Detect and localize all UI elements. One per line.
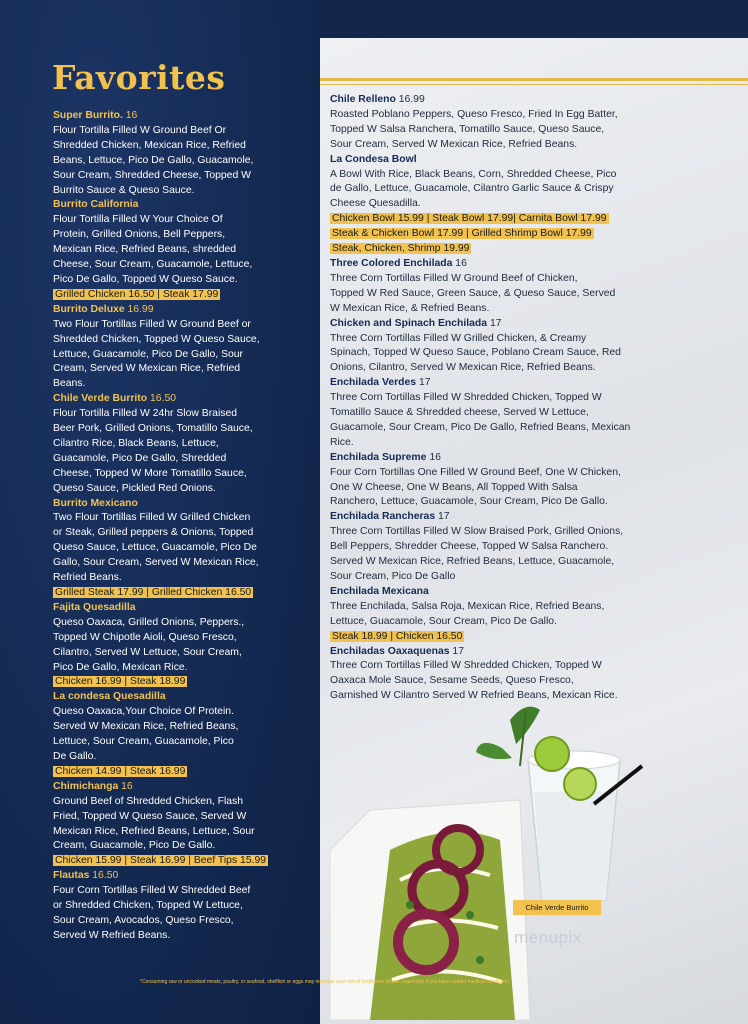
price-highlight: Chicken 16.99 | Steak 18.99	[55, 676, 186, 688]
footer-disclaimer: *Consuming raw or uncooked meats, poultry, or seafood, shellfish or eggs may increase your risk of foodborne illness, especially if you have certain medical conditions.	[140, 979, 511, 985]
photo-caption: Chile Verde Burrito	[513, 900, 601, 915]
left-menu-column	[53, 109, 315, 944]
menu-item-price: 17	[416, 377, 431, 389]
right-menu-column	[330, 93, 730, 704]
menu-item-description: Four Corn Tortillas One Filled W Ground Beef, One W Chicken, One W Cheese, One W Beans, All Topped With Salsa Ranchero, Lettuce, Guacamole, Sour Cream, Pico De Gallo.	[330, 466, 621, 508]
menu-item-name: Three Colored Enchilada	[330, 257, 453, 269]
food-photo	[330, 700, 660, 1020]
price-highlight: Steak & Chicken Bowl 17.99 | Grilled Shrimp Bowl 17.99	[332, 228, 592, 240]
price-highlight: Chicken 14.99 | Steak 16.99	[55, 765, 186, 777]
menu-item-name: Enchilada Mexicana	[330, 585, 429, 597]
menu-item-price: 16	[122, 110, 138, 121]
gold-divider-thin	[320, 84, 748, 85]
menu-item-price: 17	[449, 645, 464, 657]
menu-item	[53, 198, 315, 302]
menu-item	[53, 303, 315, 392]
menu-item-description: Queso Oaxaca, Grilled Onions, Peppers., Topped W Chipotle Aioli, Queso Fresco, Cilantro, Served W Lettuce, Sour Cream, Pico De Gallo, Mexican Rice.	[53, 616, 245, 673]
menu-item	[330, 510, 730, 585]
menu-item	[330, 257, 730, 317]
menu-item-price: 17	[487, 317, 502, 329]
price-highlight: Steak, Chicken, Shrimp 19.99	[332, 243, 470, 255]
menu-item	[330, 153, 730, 257]
menu-item-name: Super Burrito.	[53, 110, 123, 121]
menu-item-name: Fajita Quesadilla	[53, 601, 136, 613]
menu-item-description: Three Corn Tortillas Filled W Ground Beef of Chicken, Topped W Red Sauce, Green Sauce, & Queso Sauce, Served W Mexican Rice, & Refried Beans.	[330, 272, 616, 314]
menu-item	[53, 392, 315, 496]
menu-item	[53, 780, 315, 869]
menu-item-description: Three Corn Tortillas Filled W Grilled Chicken, & Creamy Spinach, Topped W Queso Sauce, Poblano Cream Sauce, Red Onions, Cilantro, Served W Mexican Rice, Refried Beans.	[330, 332, 621, 374]
menu-item-name: Chimichanga	[53, 780, 119, 792]
menu-item	[53, 690, 315, 779]
menu-item-name: Enchiladas Oaxaquenas	[330, 645, 450, 657]
menu-item-description: Three Enchilada, Salsa Roja, Mexican Rice, Refried Beans, Lettuce, Guacamole, Sour Cream, Pico De Gallo.	[330, 600, 605, 627]
menu-item-description: Flour Tortilla Filled W Your Choice Of Protein, Grilled Onions, Bell Peppers, Mexican Rice, Refried Beans, shredded Cheese, Sour Cream, Guacamole, Lettuce, Pico De Gallo, Topped W Queso Sauce.	[53, 214, 253, 285]
menu-item-description: Roasted Poblano Peppers, Queso Fresco, Fried In Egg Batter, Topped W Salsa Ranchera, Tomatillo Sauce, Queso Sauce, Sour Cream, Served W Mexican Rice, Refried Beans.	[330, 108, 618, 150]
menu-item	[330, 317, 730, 377]
menu-item-price: 16.99	[124, 303, 154, 315]
menu-item-name: Flautas	[53, 870, 90, 882]
price-highlight: Grilled Steak 17.99 | Grilled Chicken 16.50	[55, 587, 252, 598]
menu-item-name: Burrito California	[53, 199, 139, 211]
menu-item	[53, 497, 315, 601]
menu-item	[53, 109, 315, 198]
price-highlight: Chicken 15.99 | Steak 16.99 | Beef Tips 15.99	[55, 855, 267, 867]
menu-item-description: A Bowl With Rice, Black Beans, Corn, Shredded Cheese, Pico de Gallo, Lettuce, Guacamole, Cilantro Garlic Sauce & Crispy Cheese Quesadilla.	[330, 168, 617, 210]
menu-item-name: La condesa Quesadilla	[53, 691, 166, 703]
price-highlight: Chicken Bowl 15.99 | Steak Bowl 17.99| Carnita Bowl 17.99	[332, 213, 607, 225]
menu-item-name: Enchilada Rancheras	[330, 511, 436, 523]
menu-item	[330, 585, 730, 645]
menu-item-name: Chicken and Spinach Enchilada	[330, 317, 488, 329]
menu-item-description: Three Corn Tortillas Filled W Shredded Chicken, Topped W Oaxaca Mole Sauce, Sesame Seeds, Queso Fresco, Garnished W Cilantro Served W Refried Beans, Mexican Rice.	[330, 660, 618, 702]
menu-item	[330, 645, 730, 705]
price-highlight: Steak 18.99 | Chicken 16.50	[332, 630, 463, 642]
menu-item	[330, 451, 730, 511]
menu-item-name: Burrito Mexicano	[53, 497, 138, 509]
menu-item	[330, 93, 730, 153]
menu-item-description: Flour Tortilla Filled W 24hr Slow Braised Beer Pork, Grilled Onions, Tomatillo Sauce, Cilantro Rice, Black Beans, Lettuce, Guacamole, Pico De Gallo, Shredded Cheese, Topped W More Tomatillo Sauce, Queso Sauce, Pickled Red Onions.	[53, 408, 253, 494]
menu-item-price: 16	[118, 780, 133, 792]
menu-item-description: Flour Tortilla Filled W Ground Beef Or Shredded Chicken, Mexican Rice, Refried Beans, Lettuce, Pico De Gallo, Guacamole, Sour Cream, Shredded Cheese, Topped W Burrito Sauce & Queso Sauce.	[53, 124, 254, 196]
menu-item-price: 16.99	[395, 94, 425, 105]
menu-item-description: Three Corn Tortillas Filled W Shredded Chicken, Topped W Tomatillo Sauce & Shredded cheese, Served W Lettuce, Guacamole, Sour Cream, Pico De Gallo, Refried Beans, Mexican Rice.	[330, 392, 631, 448]
menu-item-name: Burrito Deluxe	[53, 303, 125, 315]
watermark: menupix	[514, 928, 582, 947]
menu-item-name: Enchilada Verdes	[330, 377, 417, 389]
menu-item-name: La Condesa Bowl	[330, 153, 417, 165]
gold-divider	[320, 78, 748, 81]
menu-item-price: 16.50	[147, 393, 177, 405]
menu-item-price: 16.50	[89, 870, 119, 882]
menu-item-description: Two Flour Tortillas Filled W Ground Beef or Shredded Chicken, Topped W Queso Sauce, Lettuce, Guacamole, Pico De Gallo, Sour Cream, Served W Mexican Rice, Refried Beans.	[53, 318, 260, 390]
burrito	[370, 828, 515, 1020]
menu-item-price: 16	[452, 257, 467, 269]
menu-item	[53, 869, 315, 944]
menu-item-description: Two Flour Tortillas Filled W Grilled Chicken or Steak, Grilled peppers & Onions, Topped Queso Sauce, Lettuce, Guacamole, Pico De Gallo, Sour Cream, Served W Mexican Rice, Refried Beans.	[53, 512, 259, 584]
menu-item	[53, 601, 315, 690]
menu-item-description: Four Corn Tortillas Filled W Shredded Beef or Shredded Chicken, Topped W Lettuce, Sour Cream, Avocados, Queso Fresco, Served W Refried Beans.	[53, 885, 251, 941]
menu-item-name: Enchilada Supreme	[330, 451, 427, 463]
menu-item-description: Three Corn Tortillas Filled W Slow Braised Pork, Grilled Onions, Bell Peppers, Shredder Cheese, Topped W Salsa Ranchero. Served W Mexican Rice, Refried Beans, Lettuce, Guacamole, Sour Cream, Pico De Gallo	[330, 526, 624, 582]
menu-item	[330, 376, 730, 451]
price-highlight: Grilled Chicken 16.50 | Steak 17.99	[55, 288, 219, 300]
menu-item-price: 16	[426, 451, 441, 463]
menu-item-name: Chile Verde Burrito	[53, 393, 148, 405]
page-title: Favorites	[52, 58, 226, 97]
menu-item-description: Ground Beef of Shredded Chicken, Flash Fried, Topped W Queso Sauce, Served W Mexican Rice, Refried Beans, Lettuce, Sour Cream, Guacamole, Pico De Gallo.	[53, 795, 255, 852]
menu-item-name: Chile Relleno	[330, 94, 396, 105]
menu-item-price: 17	[435, 511, 450, 523]
menu-item-description: Queso Oaxaca,Your Choice Of Protein. Served W Mexican Rice, Refried Beans, Lettuce, Sour Cream, Guacamole, Pico De Gallo.	[53, 706, 239, 762]
